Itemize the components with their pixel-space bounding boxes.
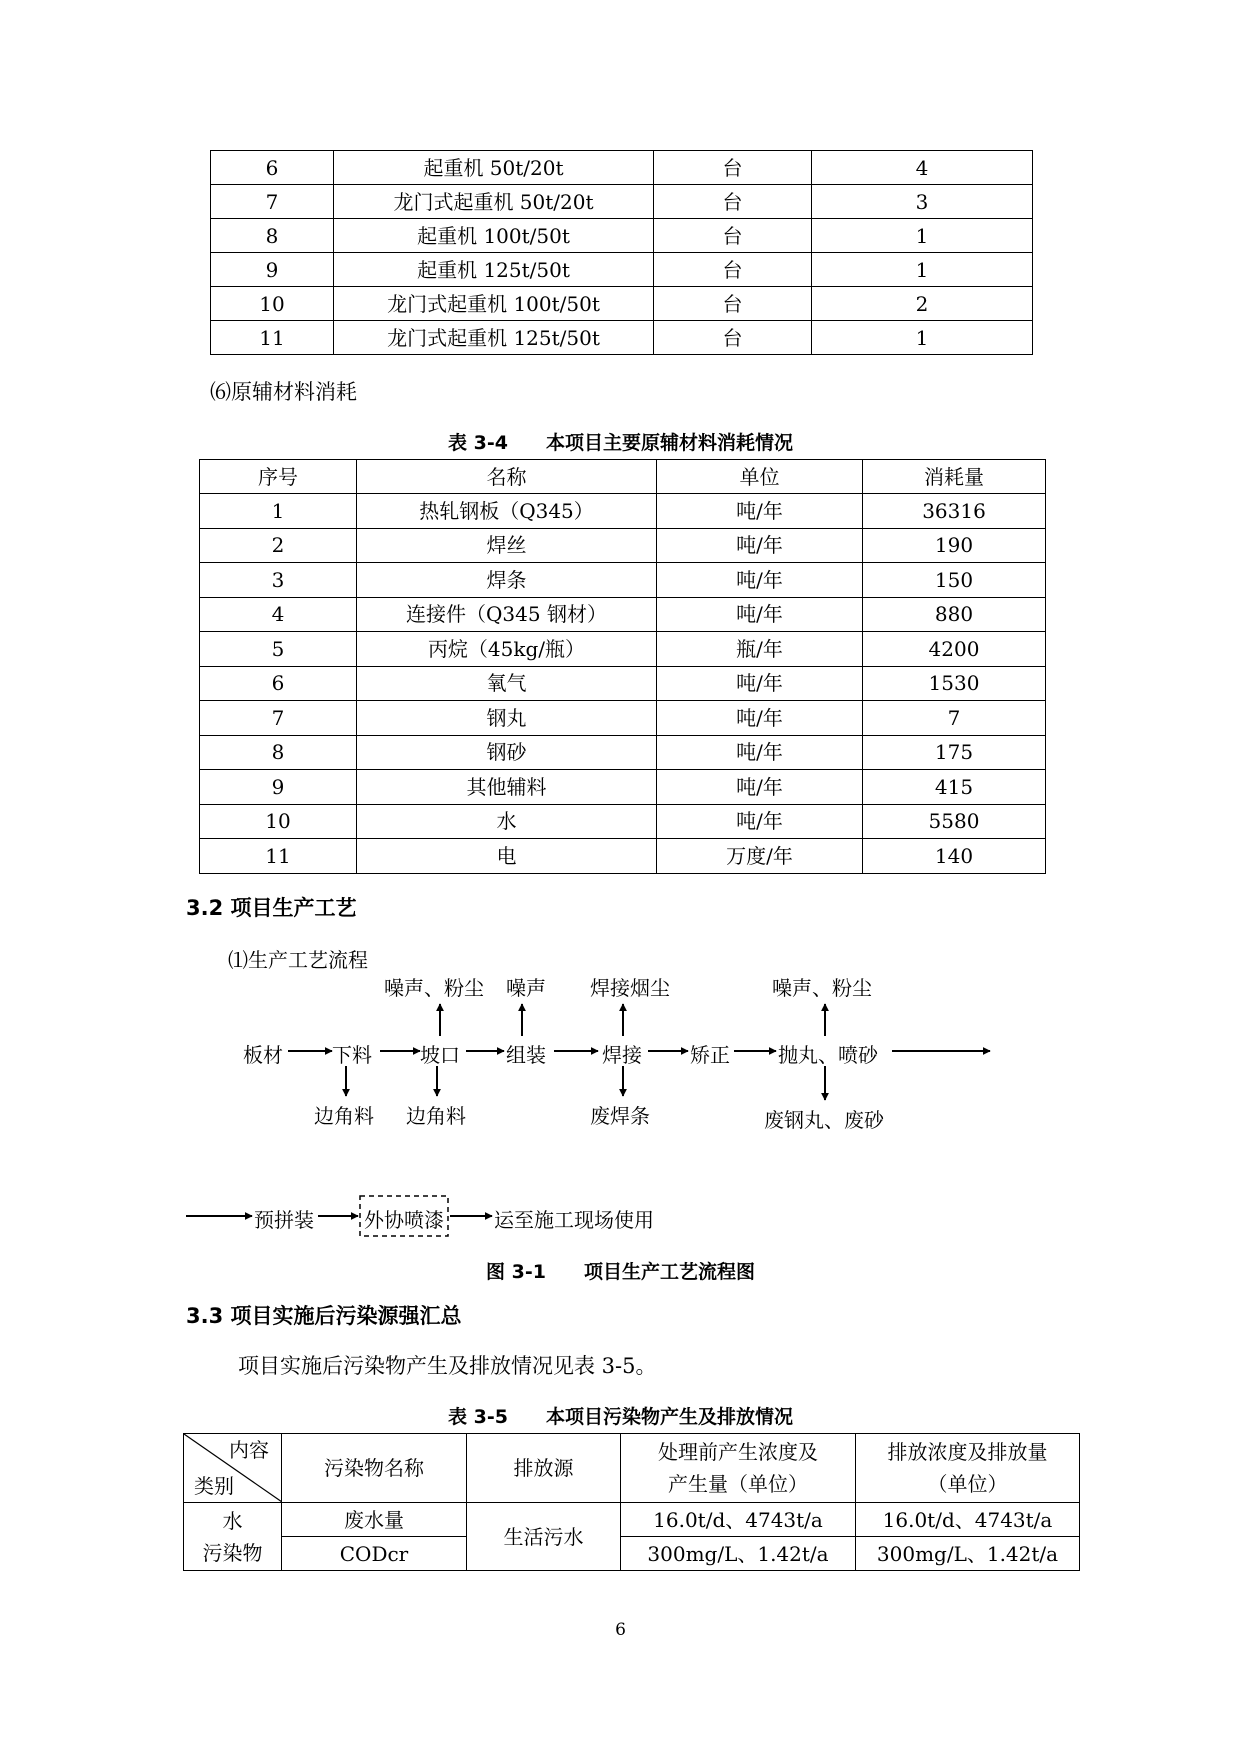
table-cell: 台 (654, 219, 812, 253)
flow-node: 预拼装 (254, 1208, 314, 1232)
section-6-title: ⑹原辅材料消耗 (210, 380, 357, 404)
header-cell: 单位 (657, 460, 863, 494)
header-cell: 消耗量 (863, 460, 1046, 494)
table-cell: 5 (200, 632, 357, 667)
table-row (200, 632, 1046, 667)
table-cell: 11 (211, 321, 334, 355)
table-cell: 连接件（Q345 钢材） (357, 597, 657, 632)
page-number: 6 (615, 1620, 626, 1640)
flow-emission: 噪声、粉尘 (384, 976, 484, 1000)
category-line: 水 (222, 1508, 243, 1533)
table-cell: 7 (211, 185, 334, 219)
table-cell: 废水量 (282, 1503, 467, 1537)
table-cell: 氧气 (357, 666, 657, 701)
table-cell: 吨/年 (657, 701, 863, 736)
table-cell: 丙烷（45kg/瓶） (357, 632, 657, 667)
table-cell: 龙门式起重机 50t/20t (334, 185, 654, 219)
table-cell: 880 (863, 597, 1046, 632)
section-3-2-heading: 3.2 项目生产工艺 (186, 896, 357, 920)
table-cell: 吨/年 (657, 597, 863, 632)
table-cell: 10 (211, 287, 334, 321)
table-3-4-caption: 表 3-4 本项目主要原辅材料消耗情况 (448, 432, 793, 454)
flow-node: 下料 (332, 1043, 372, 1067)
table-header-row (184, 1434, 1080, 1503)
table-cell: 1 (200, 494, 357, 529)
table-cell: 焊条 (357, 563, 657, 598)
table-cell: 6 (211, 151, 334, 185)
header-line: 处理前产生浓度及 (658, 1440, 818, 1464)
table-cell: 6 (200, 666, 357, 701)
header-cell: 名称 (357, 460, 657, 494)
table-cell: 吨/年 (657, 735, 863, 770)
table-cell: 300mg/L、1.42t/a (621, 1537, 856, 1571)
diag-bottom-label: 类别 (194, 1474, 234, 1498)
table-cell: 台 (654, 253, 812, 287)
table-cell: 台 (654, 287, 812, 321)
header-line: 排放浓度及排放量 (887, 1440, 1048, 1464)
table-row (200, 770, 1046, 805)
table-cell: 7 (863, 701, 1046, 736)
process-subtitle: ⑴生产工艺流程 (228, 948, 368, 972)
table-cell: 焊丝 (357, 528, 657, 563)
flow-emission: 焊接烟尘 (590, 976, 670, 1000)
table-cell: 4 (200, 597, 357, 632)
table-cell: 5580 (863, 804, 1046, 839)
source-cell: 生活污水 (467, 1503, 621, 1571)
table-cell: 36316 (863, 494, 1046, 529)
category-cell (184, 1503, 282, 1571)
table-cell: 起重机 50t/20t (334, 151, 654, 185)
table-cell: 水 (357, 804, 657, 839)
table-cell: 175 (863, 735, 1046, 770)
table-cell: 吨/年 (657, 528, 863, 563)
table-cell: 龙门式起重机 125t/50t (334, 321, 654, 355)
flow-waste: 边角料 (406, 1104, 466, 1128)
header-cell (621, 1434, 856, 1503)
flow-node: 板材 (243, 1043, 283, 1067)
figure-3-1-caption: 图 3-1 项目生产工艺流程图 (486, 1261, 755, 1283)
table-row (200, 839, 1046, 874)
table-cell: 8 (200, 735, 357, 770)
table-cell: 2 (812, 287, 1033, 321)
header-cell: 排放源 (467, 1434, 621, 1503)
table-cell: 起重机 125t/50t (334, 253, 654, 287)
table-row (200, 494, 1046, 529)
table-cell: 2 (200, 528, 357, 563)
flow-node: 矫正 (690, 1043, 730, 1067)
header-line: （单位） (927, 1472, 1008, 1496)
table-cell: 吨/年 (657, 494, 863, 529)
table-cell: 吨/年 (657, 666, 863, 701)
table-cell: 瓶/年 (657, 632, 863, 667)
table-row (200, 666, 1046, 701)
table-cell: 台 (654, 185, 812, 219)
table-row (200, 528, 1046, 563)
table-cell: 10 (200, 804, 357, 839)
table-row (184, 1537, 1080, 1571)
header-cell: 序号 (200, 460, 357, 494)
flow-waste: 废钢丸、废砂 (764, 1108, 884, 1132)
table-cell: 300mg/L、1.42t/a (856, 1537, 1080, 1571)
section-3-3-paragraph: 项目实施后污染物产生及排放情况见表 3-5。 (238, 1354, 657, 1378)
materials-table (199, 459, 1046, 874)
table-row (200, 735, 1046, 770)
table-cell: 钢砂 (357, 735, 657, 770)
table-row (200, 597, 1046, 632)
table-cell: 3 (200, 563, 357, 598)
table-cell: 8 (211, 219, 334, 253)
table-cell: 9 (211, 253, 334, 287)
table-row (211, 321, 1033, 355)
flow-emission: 噪声、粉尘 (772, 976, 872, 1000)
header-cell (856, 1434, 1080, 1503)
table-row (211, 219, 1033, 253)
category-line: 污染物 (202, 1540, 263, 1565)
table-cell: 190 (863, 528, 1046, 563)
table-cell: 钢丸 (357, 701, 657, 736)
section-3-3-heading: 3.3 项目实施后污染源强汇总 (186, 1304, 462, 1328)
table-row (211, 151, 1033, 185)
table-cell: 7 (200, 701, 357, 736)
table-cell: CODcr (282, 1537, 467, 1571)
table-cell: 吨/年 (657, 804, 863, 839)
table-cell: 4200 (863, 632, 1046, 667)
table-cell: 吨/年 (657, 563, 863, 598)
table-cell: 16.0t/d、4743t/a (856, 1503, 1080, 1537)
header-cell: 污染物名称 (282, 1434, 467, 1503)
table-cell: 16.0t/d、4743t/a (621, 1503, 856, 1537)
pollutant-table (183, 1433, 1080, 1571)
diag-top-label: 内容 (229, 1438, 269, 1462)
diagonal-header-cell (184, 1434, 282, 1503)
table-row (211, 287, 1033, 321)
table-cell: 3 (812, 185, 1033, 219)
table-row (200, 563, 1046, 598)
table-cell: 150 (863, 563, 1046, 598)
table-cell: 热轧钢板（Q345） (357, 494, 657, 529)
table-cell: 4 (812, 151, 1033, 185)
table-cell: 1 (812, 321, 1033, 355)
table-cell: 11 (200, 839, 357, 874)
flow-node: 焊接 (602, 1043, 642, 1067)
table-cell: 1530 (863, 666, 1046, 701)
flow-node: 抛丸、喷砂 (778, 1043, 878, 1067)
flow-node: 坡口 (420, 1043, 460, 1067)
flow-waste: 边角料 (314, 1104, 374, 1128)
table-row (184, 1503, 1080, 1537)
table-row (211, 253, 1033, 287)
equipment-table (210, 150, 1033, 355)
flow-node: 运至施工现场使用 (494, 1208, 654, 1232)
table-cell: 1 (812, 253, 1033, 287)
table-cell: 龙门式起重机 100t/50t (334, 287, 654, 321)
flow-emission: 噪声 (506, 976, 546, 1000)
table-3-5-caption: 表 3-5 本项目污染物产生及排放情况 (448, 1406, 793, 1428)
table-cell: 其他辅料 (357, 770, 657, 805)
flow-node: 组装 (506, 1043, 546, 1067)
table-row (200, 804, 1046, 839)
flow-waste: 废焊条 (590, 1104, 650, 1128)
table-cell: 万度/年 (657, 839, 863, 874)
flow-node: 外协喷漆 (364, 1208, 444, 1232)
table-cell: 起重机 100t/50t (334, 219, 654, 253)
table-cell: 台 (654, 321, 812, 355)
table-cell: 140 (863, 839, 1046, 874)
table-cell: 台 (654, 151, 812, 185)
table-cell: 9 (200, 770, 357, 805)
table-row (200, 701, 1046, 736)
header-line: 产生量（单位） (668, 1472, 808, 1496)
table-cell: 电 (357, 839, 657, 874)
table-cell: 吨/年 (657, 770, 863, 805)
table-cell: 1 (812, 219, 1033, 253)
table-header-row (200, 460, 1046, 494)
table-cell: 415 (863, 770, 1046, 805)
table-row (211, 185, 1033, 219)
